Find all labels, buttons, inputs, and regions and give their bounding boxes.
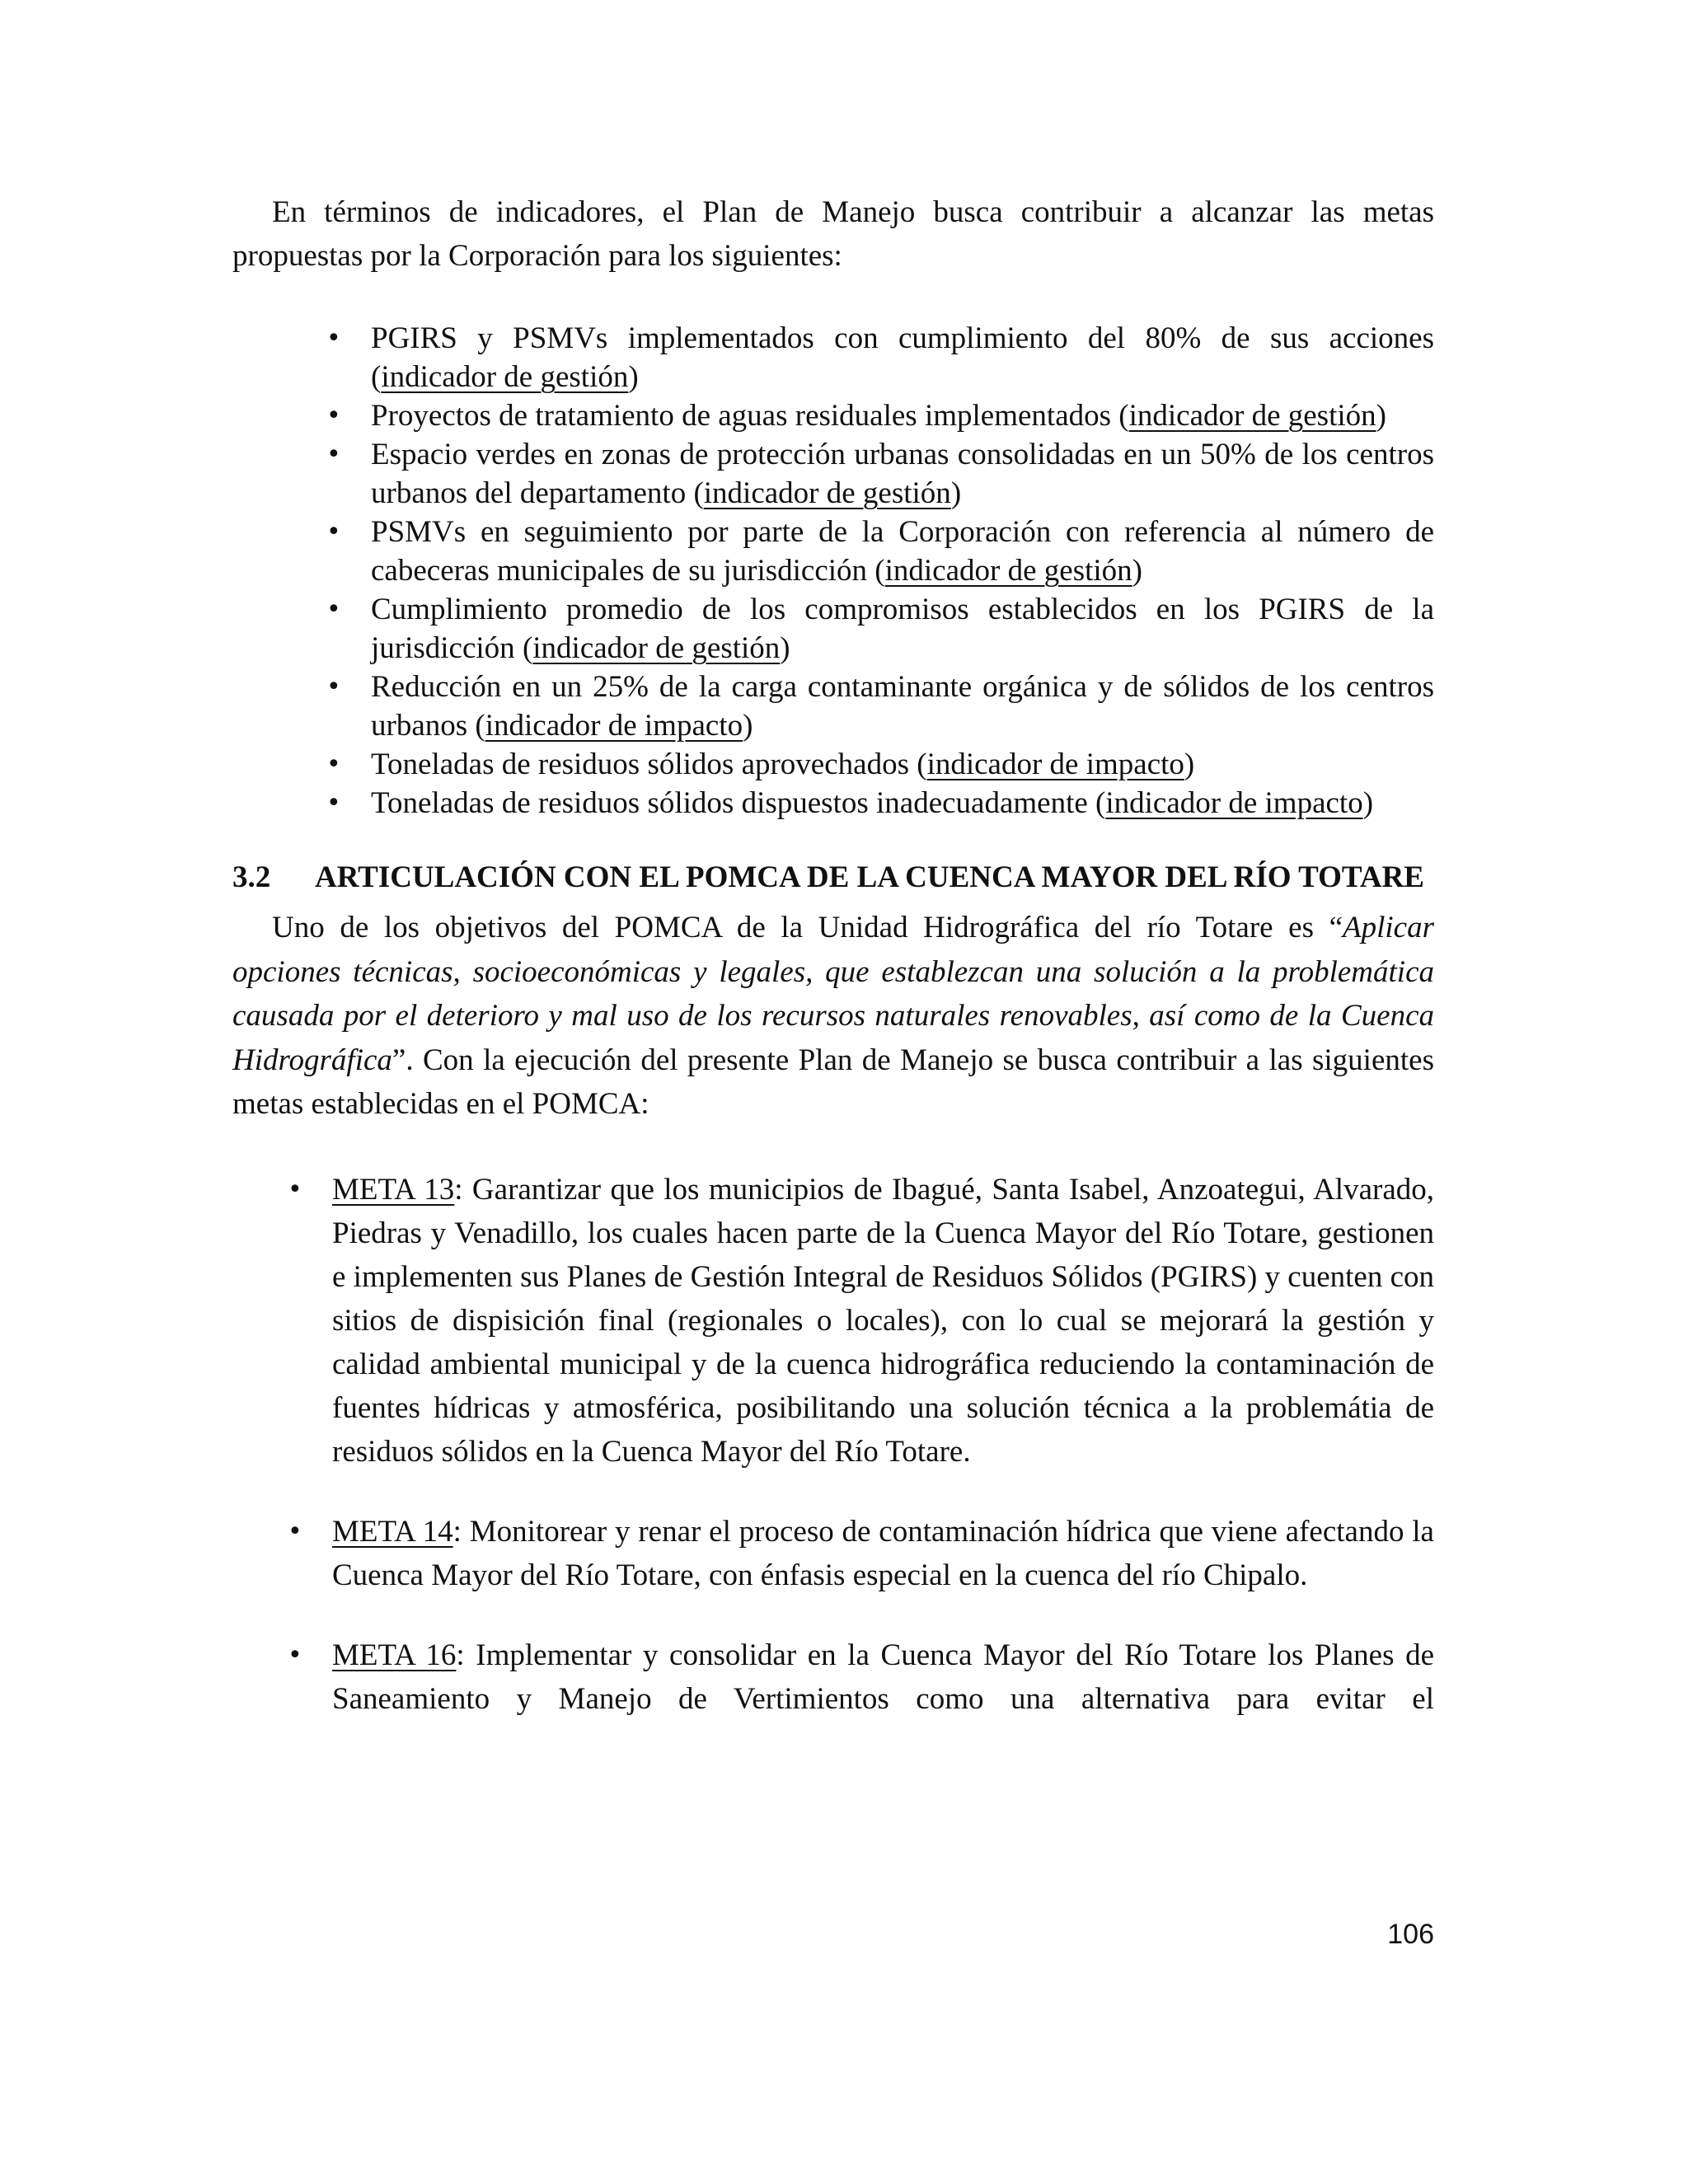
- section-number: 3.2: [232, 860, 271, 894]
- bullet-icon: •: [326, 440, 341, 469]
- meta-label: META 14: [332, 1514, 453, 1549]
- indicator-type: indicador de impacto: [485, 709, 743, 743]
- page-number: 106: [1387, 1919, 1434, 1950]
- indicators-list: [232, 319, 1434, 823]
- pomca-objective-quote: Aplicar opciones técnicas, socioeconómicas y legales, que establezcan una solución a la problemática causada por el deterioro y mal uso de los recursos naturales renovables, así como de la Cuenca Hidrográfica: [232, 911, 1434, 1077]
- intro-paragraph: En términos de indicadores, el Plan de Manejo busca contribuir a alcanzar las metas propuestas por la Corporación para los siguientes:: [232, 195, 1434, 273]
- bullet-icon: •: [326, 673, 341, 701]
- list-item: • Toneladas de residuos sólidos dispuestos inadecuadamente (indicador de impacto): [371, 784, 1434, 823]
- bullet-icon: •: [288, 1516, 302, 1546]
- indicator-type: indicador de gestión: [381, 360, 629, 394]
- bullet-icon: •: [326, 401, 341, 430]
- meta-label: META 16: [332, 1638, 457, 1672]
- bullet-icon: •: [288, 1174, 302, 1204]
- bullet-icon: •: [326, 595, 341, 624]
- bullet-icon: •: [288, 1640, 302, 1670]
- list-item: • Reducción en un 25% de la carga contaminante orgánica y de sólidos de los centros urbanos (indicador de impacto): [371, 668, 1434, 745]
- indicator-type: indicador de impacto: [926, 748, 1184, 781]
- list-item: • Proyectos de tratamiento de aguas residuales implementados (indicador de gestión): [371, 396, 1434, 435]
- list-item: • Toneladas de residuos sólidos aprovechados (indicador de impacto): [371, 745, 1434, 784]
- bullet-icon: •: [326, 789, 341, 818]
- list-item: • Espacio verdes en zonas de protección urbanas consolidadas en un 50% de los centros urbanos del departamento (indicador de gestión): [371, 435, 1434, 513]
- list-item: • META 13: Garantizar que los municipios de Ibagué, Santa Isabel, Anzoategui, Alvarado, Piedras y Venadillo, los cuales hacen parte de la Cuenca Mayor del Río Totare, gestionen e implementen sus Planes de Gestión Integral de Residuos Sólidos (PGIRS) y cuenten con sitios de dispisición final (regionales o locales), con lo cual se mejorará la gestión y calidad ambiental municipal y de la cuenca hidrográfica reduciendo la contaminación de fuentes hídricas y atmosférica, posibilitando una solución técnica a la problemátia de residuos sólidos en la Cuenca Mayor del Río Totare.: [332, 1168, 1434, 1474]
- indicator-type: indicador de gestión: [1128, 399, 1376, 433]
- list-item: • META 14: Monitorear y renar el proceso de contaminación hídrica que viene afectando la Cuenca Mayor del Río Totare, con énfasis especial en la cuenca del río Chipalo.: [332, 1510, 1434, 1597]
- list-item: • Cumplimiento promedio de los compromisos establecidos en los PGIRS de la jurisdicción (indicador de gestión): [371, 590, 1434, 668]
- bullet-icon: •: [326, 324, 341, 353]
- pomca-paragraph: Uno de los objetivos del POMCA de la Unidad Hidrográfica del río Totare es “Aplicar opciones técnicas, socioeconómicas y legales, que establezcan una solución a la problemática causada por el deterioro y mal uso de los recursos naturales renovables, así como de la Cuenca Hidrográfica”. Con la ejecución del presente Plan de Manejo se busca contribuir a las siguientes metas establecidas en el POMCA:: [232, 911, 1434, 1121]
- metas-list: [232, 1168, 1434, 1721]
- list-item: • META 16: Implementar y consolidar en la Cuenca Mayor del Río Totare los Planes de Saneamiento y Manejo de Vertimientos como una alternativa para evitar el: [332, 1633, 1434, 1721]
- document-page: [232, 191, 1434, 1757]
- indicator-type: indicador de gestión: [532, 631, 781, 665]
- section-title: ARTICULACIÓN CON EL POMCA DE LA CUENCA MAYOR DEL RÍO TOTARE: [315, 860, 1424, 894]
- bullet-icon: •: [326, 750, 341, 779]
- indicator-type: indicador de gestión: [703, 476, 951, 510]
- indicator-type: indicador de impacto: [1105, 786, 1363, 820]
- list-item: • PSMVs en seguimiento por parte de la Corporación con referencia al número de cabeceras municipales de su jurisdicción (indicador de gestión): [371, 513, 1434, 590]
- indicator-type: indicador de gestión: [884, 554, 1132, 588]
- bullet-icon: •: [326, 518, 341, 546]
- list-item: • PGIRS y PSMVs implementados con cumplimiento del 80% de sus acciones (indicador de gestión): [371, 319, 1434, 396]
- section-heading: [232, 855, 1434, 899]
- meta-label: META 13: [332, 1172, 455, 1207]
